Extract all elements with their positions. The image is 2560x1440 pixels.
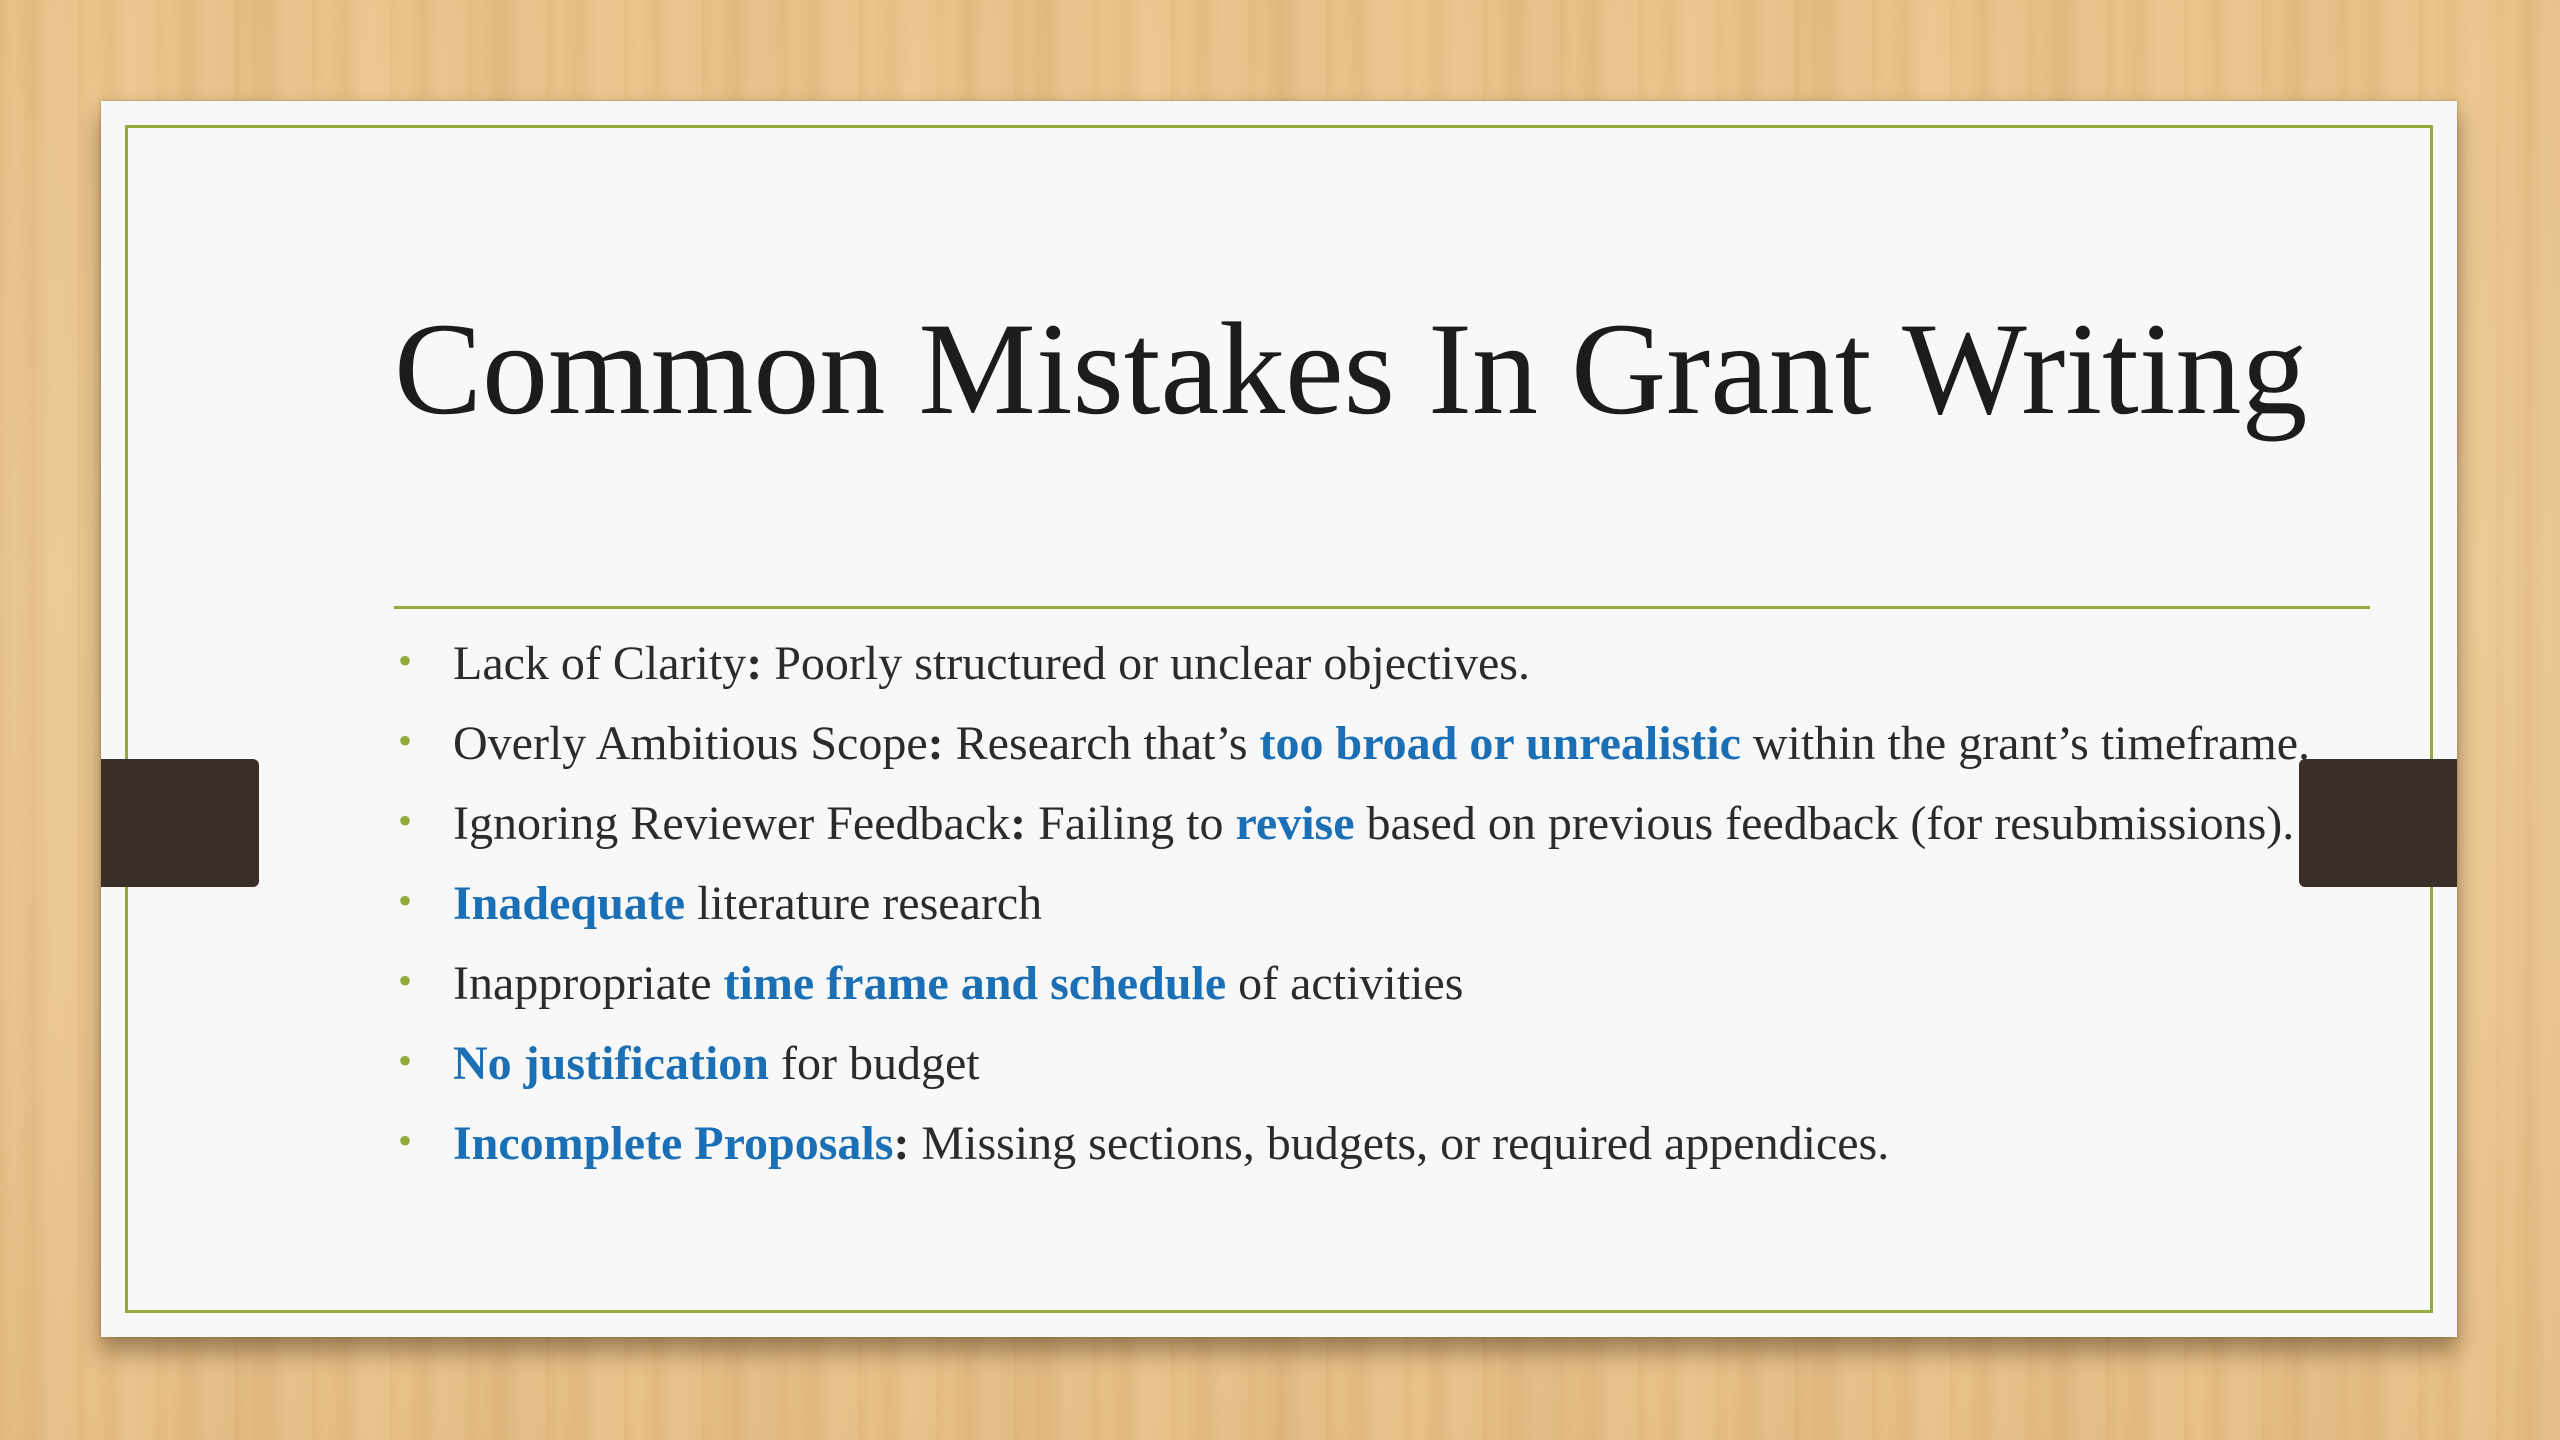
title-underline — [394, 606, 2370, 609]
bullet-dot-icon: • — [398, 798, 413, 843]
slide-title: Common Mistakes In Grant Writing — [394, 295, 2308, 442]
bullet-text-post: for budget — [768, 1037, 980, 1090]
bullet-highlight: Inadequate — [453, 877, 686, 930]
bullet-dot-icon: • — [398, 1038, 413, 1083]
bullet-highlight: No justification — [453, 1037, 769, 1090]
bullet-lead: Overly Ambitious Scope — [453, 717, 928, 770]
bullet-separator: : — [927, 717, 956, 770]
bullet-separator: : — [893, 1117, 922, 1170]
bullet-lead: Lack of Clarity — [453, 637, 747, 690]
bullet-dot-icon: • — [398, 958, 413, 1003]
bullet-text-post: of activities — [1226, 957, 1464, 1010]
bullet-lead: Ignoring Reviewer Feedback — [453, 797, 1011, 850]
list-item — [394, 1038, 2324, 1089]
bullet-highlight: too broad or unrealistic — [1259, 717, 1741, 770]
bullet-highlight: Incomplete Proposals — [453, 1117, 894, 1170]
bullet-text-post: literature research — [685, 877, 1043, 930]
list-item — [394, 878, 2324, 929]
bullet-dot-icon: • — [398, 718, 413, 763]
bullet-text: Poorly structured or unclear objectives. — [774, 637, 1530, 690]
bullet-text-post: within the grant’s timeframe. — [1740, 717, 2311, 770]
list-item — [394, 798, 2324, 849]
list-item — [394, 638, 2324, 689]
bullet-highlight: time frame and schedule — [723, 957, 1227, 1010]
bullet-dot-icon: • — [398, 638, 413, 683]
slide — [101, 101, 2457, 1337]
bullet-dot-icon: • — [398, 878, 413, 923]
list-item — [394, 1118, 2324, 1169]
bullet-text-pre: Failing to — [1038, 797, 1236, 850]
bullet-text-pre: Inappropriate — [453, 957, 724, 1010]
bullet-text-post: based on previous feedback (for resubmissions). — [1354, 797, 2295, 850]
left-clip-decoration — [101, 759, 259, 887]
bullet-text-pre: Research that’s — [955, 717, 1260, 770]
bullet-dot-icon: • — [398, 1118, 413, 1163]
bullet-highlight: revise — [1235, 797, 1355, 850]
bullet-list — [394, 638, 2324, 1198]
list-item — [394, 718, 2324, 769]
bullet-text: Missing sections, budgets, or required appendices. — [921, 1117, 1890, 1170]
list-item — [394, 958, 2324, 1009]
bullet-separator: : — [746, 637, 775, 690]
bullet-separator: : — [1010, 797, 1039, 850]
